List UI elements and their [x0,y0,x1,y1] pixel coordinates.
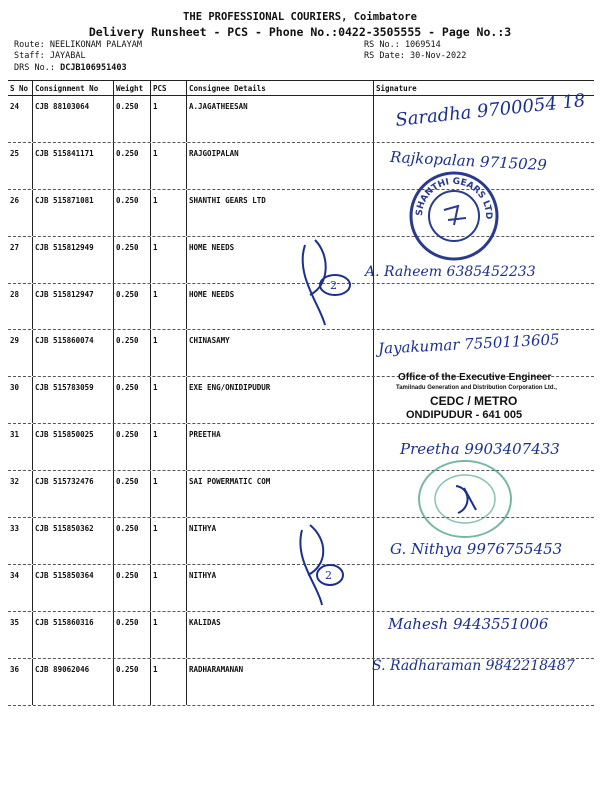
cell-sno: 29 [10,336,20,346]
cell-consignee: KALIDAS [189,617,221,627]
cell-pcs: 1 [153,336,158,346]
signature-36: S. Radharaman 9842218487 [372,658,575,674]
cell-pcs: 1 [153,242,158,252]
signature-34: G. Nithya 9976755453 [390,540,563,558]
svg-text:2: 2 [325,569,332,582]
shanthi-gears-stamp [408,170,500,262]
staff-mark-27-28 [290,235,370,330]
cell-consignee: NITHYA [189,524,217,534]
col-header-signature: Signature [376,84,417,93]
cell-sno: 32 [10,477,20,487]
rs-number: RS No.: 1069514 [364,40,441,50]
svg-text:SHANTHI GEARS LTD. [408,170,493,219]
cell-consignee: HOME NEEDS [189,289,235,299]
cell-consignee: EXE ENG/ONIDIPUDUR [189,383,271,393]
office-seal-line2: Tamilnadu Generation and Distribution Corporation Ltd., [396,385,557,391]
cell-weight: 0.250 [116,289,139,299]
rs-date: RS Date: 30-Nov-2022 [364,51,467,61]
cell-sno: 33 [10,524,20,534]
cell-consignment: CJB 515812949 [35,242,94,252]
cell-pcs: 1 [153,617,158,627]
office-seal-line1: Office of the Executive Engineer [398,372,552,383]
cell-pcs: 1 [153,289,158,299]
cell-weight: 0.250 [116,102,139,111]
cell-consignee: CHINASAMY [189,336,230,346]
drs-value: DCJB106951403 [60,63,127,73]
col-header-consignment: Consignment No [35,84,99,93]
cell-consignee: A.JAGATHEESAN [189,102,248,111]
cell-weight: 0.250 [116,148,139,158]
cell-weight: 0.250 [116,195,139,205]
cell-consignee: HOME NEEDS [189,242,235,252]
cell-weight: 0.250 [116,242,139,252]
cell-sno: 36 [10,664,20,674]
cell-pcs: 1 [153,102,158,111]
cell-sno: 24 [10,102,20,111]
col-header-sno: S No [10,84,29,93]
cell-consignment: CJB 515860074 [35,336,94,346]
cell-weight: 0.250 [116,570,139,580]
cell-consignee: RADHARAMANAN [189,664,244,674]
signature-35: Mahesh 9443551006 [388,615,549,633]
cell-consignee: PREETHA [189,430,221,440]
cell-consignment: CJB 515841171 [35,148,94,158]
cell-consignee: SHANTHI GEARS LTD [189,195,266,205]
cell-consignment: CJB 515783059 [35,383,94,393]
cell-weight: 0.250 [116,336,139,346]
drs-number [14,63,127,73]
office-seal-line4: ONDIPUDUR - 641 005 [406,409,523,421]
signature-29: Jayakumar 7550113605 [377,330,561,358]
cell-weight: 0.250 [116,617,139,627]
cell-consignment: CJB 515850364 [35,570,94,580]
table-header-row [8,81,594,96]
cell-consignment: CJB 515812947 [35,289,94,299]
table-row [8,190,594,237]
signature-25: Rajkopalan 9715029 [389,147,548,175]
cell-sno: 28 [10,289,20,299]
col-header-consignee: Consignee Details [189,84,266,93]
cell-weight: 0.250 [116,524,139,534]
cell-sno: 35 [10,617,20,627]
signature-24: Saradha 9700054 18 [394,90,587,131]
cell-weight: 0.250 [116,477,139,487]
cell-pcs: 1 [153,664,158,674]
route-label: Route: NEELIKONAM PALAYAM [14,40,142,50]
signature-28: A. Raheem 6385452233 [365,264,536,280]
cell-sno: 34 [10,570,20,580]
cell-consignment: CJB 515850025 [35,430,94,440]
svg-text:2: 2 [330,279,337,292]
cell-pcs: 1 [153,195,158,205]
runsheet-table [8,80,594,706]
cell-sno: 25 [10,148,20,158]
cell-weight: 0.250 [116,664,139,674]
header-title-line1: THE PROFESSIONAL COURIERS, Coimbatore [183,11,417,23]
header-title-line2: Delivery Runsheet - PCS - Phone No.:0422-3505555 - Page No.:3 [88,25,512,39]
cell-weight: 0.250 [116,383,139,393]
cell-consignee: NITHYA [189,570,217,580]
cell-pcs: 1 [153,383,158,393]
cell-consignee: SAI POWERMATIC COM [189,477,271,487]
cell-sno: 26 [10,195,20,205]
cell-consignment: CJB 88103064 [35,102,90,111]
col-header-weight: Weight [116,84,144,93]
cell-consignment: CJB 89062046 [35,664,90,674]
col-header-pcs: PCS [153,84,167,93]
cell-sno: 30 [10,383,20,393]
cell-consignment: CJB 515732476 [35,477,94,487]
cell-consignee: RAJGOIPALAN [189,148,239,158]
cell-consignment: CJB 515850362 [35,524,94,534]
cell-sno: 31 [10,430,20,440]
cell-pcs: 1 [153,477,158,487]
green-round-seal [416,458,514,540]
cell-pcs: 1 [153,570,158,580]
staff-mark-33-34 [290,520,360,610]
cell-pcs: 1 [153,148,158,158]
cell-consignment: CJB 515860316 [35,617,94,627]
staff-label: Staff: JAYABAL [14,51,86,61]
cell-pcs: 1 [153,524,158,534]
drs-label: DRS No.: [14,63,55,73]
signature-31: Preetha 9903407433 [400,440,560,458]
cell-sno: 27 [10,242,20,252]
cell-pcs: 1 [153,430,158,440]
office-seal-line3: CEDC / METRO [430,394,518,408]
cell-weight: 0.250 [116,430,139,440]
cell-consignment: CJB 515871081 [35,195,94,205]
shanthi-stamp-text: SHANTHI GEARS LTD [414,176,494,220]
